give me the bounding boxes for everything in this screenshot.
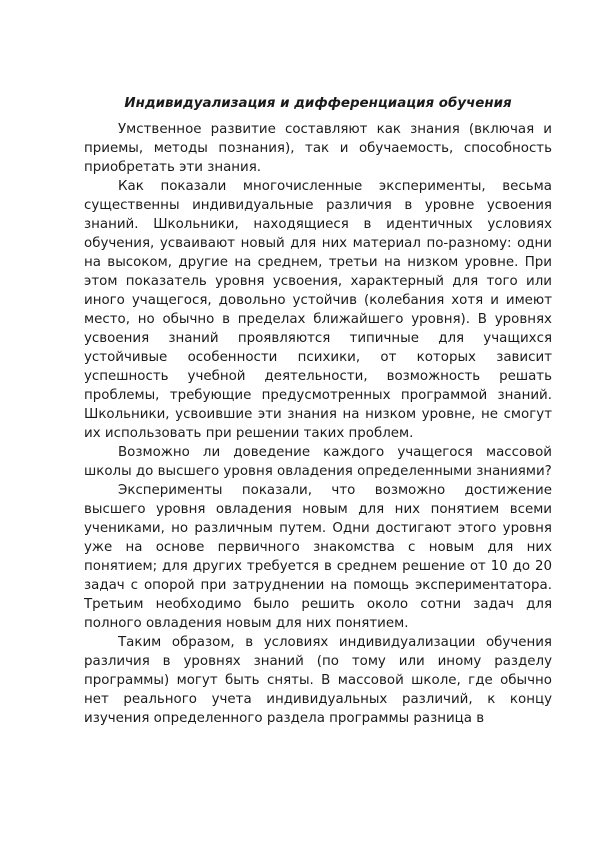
paragraph-3: Возможно ли доведение каждого учащегося массовой школы до высшего уровня овладения определенными знаниями?	[84, 445, 552, 479]
paragraph-1: Умственное развитие составляют как знания (включая и приемы, методы познания), так и обучаемость, способность приобретать эти знания.	[84, 122, 552, 175]
paragraph-2: Как показали многочисленные эксперименты, весьма существенны индивидуальные различия в уровне усвоения знаний. Школьники, находящиеся в идентичных условиях обучения, усваивают новый для них материал по-разному: одни на высоком, другие на среднем, третьи на низком уровне. При этом показатель уровня усвоения, характерный для того или иного учащегося, довольно устойчив (колебания хотя и имеют место, но обычно в пределах ближайшего уровня). В уровнях усвоения знаний проявляются типичные для учащихся устойчивые особенности психики, от которых зависит успешность учебной деятельности, возможность решать проблемы, требующие предусмотренных программой знаний. Школьники, усвоившие эти знания на низком уровне, не смогут их использовать при решении таких проблем.	[84, 179, 552, 441]
paragraph-5: Таким образом, в условиях индивидуализации обучения различия в уровнях знаний (по тому или иному разделу программы) могут быть сняты. В массовой школе, где обычно нет реального учета индивидуальных различий, к концу изучения определенного раздела программы разница в	[84, 635, 552, 726]
document-body	[84, 94, 552, 728]
document-title: Индивидуализация и дифференциация обучения	[124, 96, 512, 111]
paragraph-4: Эксперименты показали, что возможно достижение высшего уровня овладения новым для них понятием всеми учениками, но различным путем. Одни достигают этого уровня уже на основе первичного знакомства с новым для них понятием; для других требуется в среднем решение от 10 до 20 задач с опорой при затруднении на помощь экспериментатора. Третьим необходимо было решить около сотни задач для полного овладения новым для них понятием.	[84, 483, 552, 631]
